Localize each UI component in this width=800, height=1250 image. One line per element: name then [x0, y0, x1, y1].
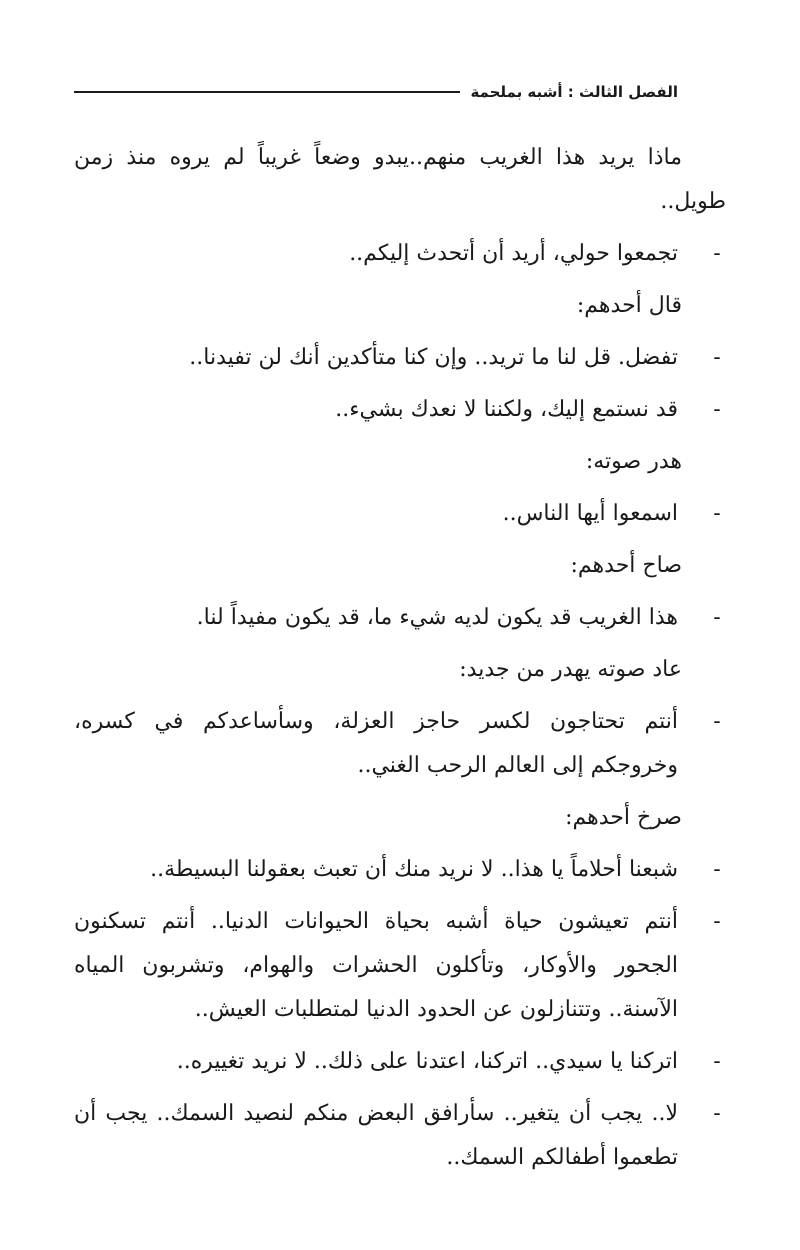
dialog-dash: - — [713, 605, 721, 630]
dialog-text: هذا الغريب قد يكون لديه شيء ما، قد يكون مفيداً لنا. — [196, 605, 678, 630]
dialog-dash: - — [713, 709, 721, 734]
dialog-text: اسمعوا أيها الناس.. — [502, 501, 678, 526]
chapter-title: الفصل الثالث : أشبه بملحمة — [470, 83, 678, 101]
dialog-text: أنتم تحتاجون لكسر حاجز العزلة، وسأساعدكم في كسره، وخروجكم إلى العالم الرحب الغني.. — [74, 709, 678, 778]
dialog-dash: - — [713, 1049, 721, 1074]
dialog-line — [74, 848, 726, 892]
dialog-dash: - — [713, 1101, 721, 1126]
dialog-line — [74, 336, 726, 380]
speaker-cue: قال أحدهم: — [576, 293, 682, 318]
dialog-line — [74, 900, 726, 1032]
speaker-cue: عاد صوته يهدر من جديد: — [459, 657, 682, 682]
dialog-dash: - — [713, 501, 721, 526]
dialog-text: أنتم تعيشون حياة أشبه بحياة الحيوانات الدنيا.. أنتم تسكنون الجحور والأوكار، وتأكلون الحشرات والهوام، وتشربون المياه الآسنة.. وتتنازلون عن الحدود الدنيا لمتطلبات العيش.. — [74, 909, 678, 1022]
dialog-dash: - — [713, 909, 721, 934]
dialog-dash: - — [713, 241, 721, 266]
dialog-line — [74, 388, 726, 432]
speaker-cue: صرخ أحدهم: — [565, 805, 682, 830]
dialog-text: شبعنا أحلاماً يا هذا.. لا نريد منك أن تعبث بعقولنا البسيطة.. — [150, 857, 678, 882]
chapter-header — [74, 78, 678, 106]
dialog-line — [74, 232, 726, 276]
dialog-dash: - — [713, 345, 721, 370]
dialog-line — [74, 1040, 726, 1084]
dialog-text: قد نستمع إليك، ولكننا لا نعدك بشيء.. — [335, 397, 678, 422]
dialog-dash: - — [713, 857, 721, 882]
narration-paragraph: ماذا يريد هذا الغريب منهم..يبدو وضعاً غريباً لم يروه منذ زمن طويل.. — [74, 145, 726, 214]
dialog-text: تجمعوا حولي، أريد أن أتحدث إليكم.. — [349, 241, 678, 266]
header-rule — [74, 91, 460, 93]
dialog-line — [74, 1092, 726, 1180]
speaker-cue: صاح أحدهم: — [570, 553, 682, 578]
dialog-text: اتركنا يا سيدي.. اتركنا، اعتدنا على ذلك.. لا نريد تغييره.. — [176, 1049, 678, 1074]
dialog-dash: - — [713, 397, 721, 422]
dialog-line — [74, 596, 726, 640]
dialog-line — [74, 700, 726, 788]
dialog-text: لا.. يجب أن يتغير.. سأرافق البعض منكم لنصيد السمك.. يجب أن تطعموا أطفالكم السمك.. — [74, 1101, 678, 1170]
dialog-line — [74, 492, 726, 536]
dialog-text: تفضل. قل لنا ما تريد.. وإن كنا متأكدين أنك لن تفيدنا.. — [189, 345, 678, 370]
page-body — [74, 136, 726, 1188]
speaker-cue: هدر صوته: — [585, 449, 682, 474]
